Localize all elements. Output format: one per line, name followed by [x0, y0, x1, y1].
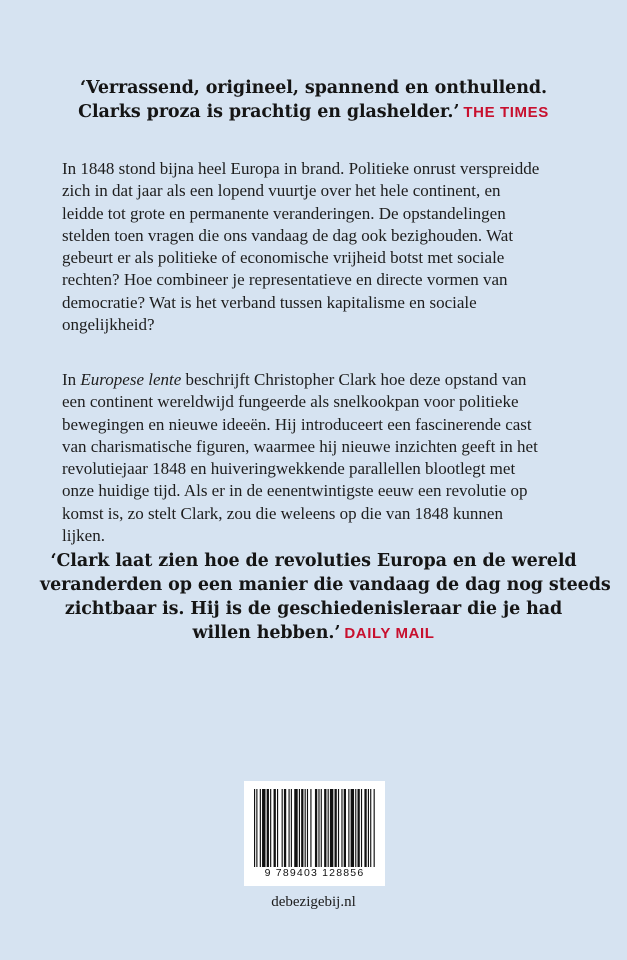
- barcode-bar: [256, 789, 257, 867]
- top-review-quote: [40, 76, 587, 125]
- blurb-line: revolutiejaar 1848 en huiveringwekkende parallellen blootlegt met: [62, 459, 516, 479]
- quote-line: ‘Verrassend, origineel, spannend en onthullend.: [80, 78, 547, 98]
- barcode-bar: [307, 789, 308, 867]
- book-title: Europese lente: [80, 370, 182, 389]
- isbn-number: 9 789403 128856: [264, 867, 365, 879]
- barcode-bar: [355, 789, 356, 867]
- barcode-bar: [277, 789, 278, 867]
- barcode-bar: [284, 789, 286, 867]
- quote-line: [40, 621, 587, 646]
- barcode-bar: [289, 789, 290, 867]
- blurb-line: democratie? Wat is het verband tussen kapitalisme en sociale: [62, 292, 477, 312]
- barcode-bar: [267, 789, 269, 867]
- blurb-line: stelden toen vragen die ons vandaag de dag ook bezighouden. Wat: [62, 225, 514, 245]
- blurb-line: een continent wereldwijd fungeerde als snelkookpan voor politieke: [62, 392, 519, 412]
- quote-line: zichtbaar is. Hij is de geschiedenisleraar die je had: [64, 599, 563, 619]
- barcode-bar: [328, 789, 329, 867]
- blurb-line: komst is, zo stelt Clark, zou die weleens op die van 1848 kunnen: [62, 503, 503, 523]
- blurb-line: [62, 369, 582, 391]
- barcode-bar: [351, 789, 354, 867]
- blurb-paragraph-1: [62, 158, 582, 336]
- barcode-bar: [335, 789, 337, 867]
- barcode-bar: [301, 789, 303, 867]
- blurb-line: van charismatische figuren, waarmee hij nieuwe inzichten geeft in het: [62, 436, 538, 456]
- barcode-bar: [305, 789, 306, 867]
- blurb-text: In: [62, 370, 81, 389]
- barcode-bar: [294, 789, 297, 867]
- publisher-website: debezigebij.nl: [271, 894, 356, 910]
- quote-line: veranderden op een manier die vandaag de dag nog steeds: [40, 575, 611, 595]
- barcode-bar: [321, 789, 322, 867]
- blurb-line: zich in dat jaar als een lopend vuurtje over het hele continent, en: [62, 181, 501, 201]
- barcode-bar: [368, 789, 369, 867]
- blurb-line: leidde tot grote en permanente veranderingen. De opstandelingen: [62, 203, 506, 223]
- barcode-bar: [318, 789, 319, 867]
- barcode-bar: [282, 789, 283, 867]
- barcode-bar: [324, 789, 326, 867]
- blurb-line: In 1848 stond bijna heel Europa in brand. Politieke onrust verspreidde: [62, 159, 540, 178]
- quote-source-the-times: THE TIMES: [463, 104, 549, 121]
- barcode-bar: [299, 789, 300, 867]
- quote-text: willen hebben.’: [192, 623, 341, 643]
- blurb-line: rechten? Hoe combineer je representatieve en directe vormen van: [62, 270, 508, 290]
- blurb-line: lijken.: [62, 526, 105, 546]
- barcode-bars: [252, 789, 377, 867]
- bottom-review-quote: [40, 549, 611, 646]
- quote-line: ‘Clark laat zien hoe de revoluties Europa en de wereld: [50, 551, 577, 571]
- quote-line: [40, 100, 587, 125]
- quote-source-daily-mail: DAILY MAIL: [344, 625, 435, 642]
- barcode-bar: [364, 789, 366, 867]
- barcode-bar: [262, 789, 265, 867]
- barcode-bar: [291, 789, 292, 867]
- blurb-line: ongelijkheid?: [62, 315, 155, 335]
- barcode-bar: [344, 789, 346, 867]
- barcode-bar: [370, 789, 371, 867]
- barcode-bar: [348, 789, 349, 867]
- blurb-text: beschrijft Christopher Clark hoe deze opstand van: [181, 370, 527, 389]
- blurb-paragraph-2: [62, 369, 582, 547]
- barcode-bar: [315, 789, 317, 867]
- barcode-bar: [361, 789, 362, 867]
- blurb-line: gebeurt er als politieke of economische vrijheid botst met sociale: [62, 248, 505, 268]
- quote-text: Clarks proza is prachtig en glashelder.’: [78, 102, 460, 122]
- barcode-bar: [274, 789, 276, 867]
- barcode-bar: [260, 789, 261, 867]
- barcode-bar: [330, 789, 333, 867]
- barcode-bar: [310, 789, 311, 867]
- barcode: [244, 781, 385, 886]
- barcode-bar: [341, 789, 342, 867]
- barcode-bar: [270, 789, 271, 867]
- barcode-bar: [358, 789, 360, 867]
- blurb-line: bewegingen en nieuwe ideeën. Hij introduceert een fascinerende cast: [62, 414, 532, 434]
- barcode-bar: [374, 789, 375, 867]
- barcode-bar: [254, 789, 255, 867]
- blurb-line: onze huidige tijd. Als er in de eenentwintigste eeuw een revolutie op: [62, 481, 528, 501]
- barcode-bar: [338, 789, 339, 867]
